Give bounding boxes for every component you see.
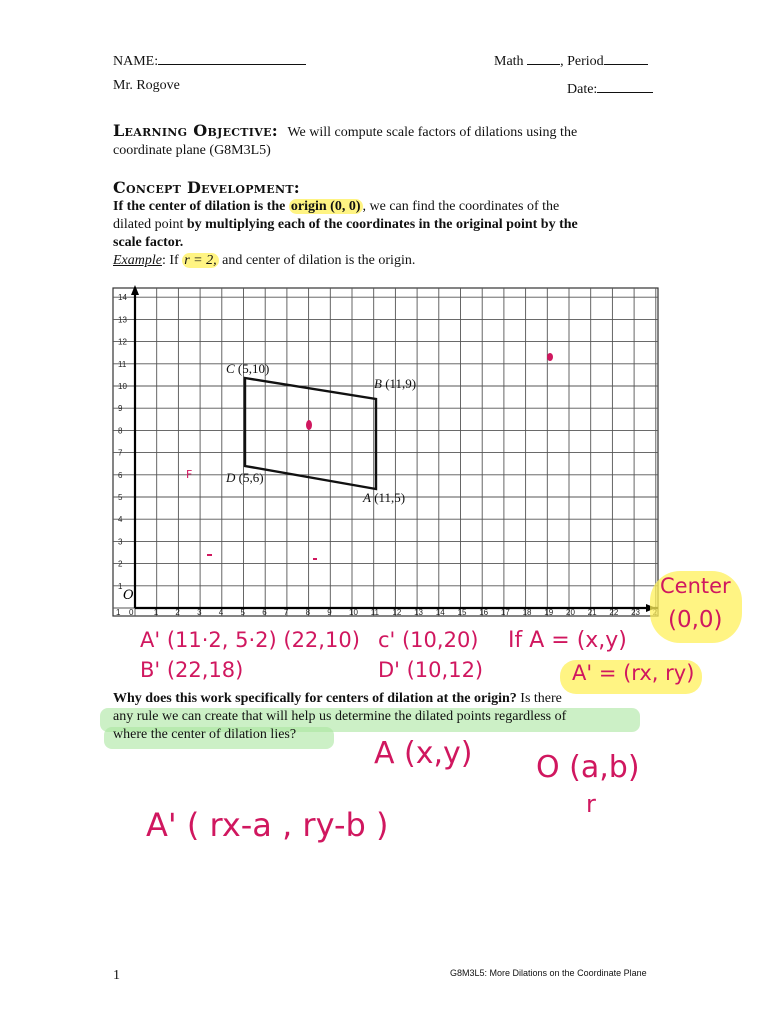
y-tick-label: 9: [118, 404, 123, 414]
y-tick-label: 11: [118, 359, 127, 369]
y-tick-label: 5: [118, 493, 123, 502]
concept-text: [113, 198, 673, 270]
hw-general-o: O (a,b): [536, 750, 640, 785]
pink-dot: [547, 353, 553, 361]
x-tick-label: 14: [435, 608, 445, 617]
question-line1-rest: Is there: [520, 691, 562, 706]
grid-lines: [113, 288, 658, 616]
origin-text: origin (0, 0): [290, 199, 361, 214]
math-label: Math: [494, 54, 524, 69]
x-tick-label: 0: [129, 608, 134, 617]
concept-heading: Concept Development:: [113, 178, 301, 197]
x-tick-label: 10: [349, 608, 358, 617]
example-rest: and center of dilation is the origin.: [222, 253, 416, 268]
x-tick-label: 15: [457, 608, 467, 617]
hw-general-r: r: [586, 790, 596, 818]
objective-text-1: We will compute scale factors of dilations using the: [287, 125, 578, 140]
y-tick-label: 8: [118, 426, 123, 436]
hw-general-a: A (x,y): [374, 736, 473, 771]
y-tick-label: 6: [118, 470, 123, 480]
x-tick-label: 23: [631, 608, 641, 617]
hw-a-prime: A' (11·2, 5·2) (22,10): [140, 628, 360, 652]
origin-highlight: [289, 199, 363, 214]
hw-center-coords: (0,0): [668, 607, 723, 633]
y-tick-label: 4: [118, 515, 123, 525]
concept-line3-bold: scale factor.: [113, 235, 184, 250]
concept-line2-plain: dilated point: [113, 217, 184, 232]
concept-line2-bold: by multiplying each of the coordinates in the original point by the: [186, 217, 578, 232]
math-period-field: [494, 50, 648, 70]
pink-dot: [306, 420, 312, 430]
hw-general-a-prime: A' ( rx-a , ry-b ): [146, 806, 389, 844]
x-tick-label: 18: [522, 608, 532, 617]
hw-d-prime: D' (10,12): [378, 658, 484, 682]
y-tick-label: 13: [118, 315, 127, 325]
teacher-name: Mr. Rogove: [113, 78, 180, 93]
hw-rule-2: A' = (rx, ry): [572, 661, 695, 685]
page-number: 1: [113, 968, 120, 983]
point-b-label: B (11,9): [374, 376, 417, 391]
x-tick-label: 2: [175, 608, 180, 617]
y-tick-label: 14: [118, 293, 127, 303]
stray-f-mark: F: [186, 468, 193, 481]
name-blank[interactable]: [158, 50, 306, 65]
date-field: [567, 78, 653, 98]
x-tick-label: 8: [305, 608, 311, 617]
y-tick-label: 10: [118, 382, 127, 391]
learning-objective: [113, 122, 673, 160]
math-blank[interactable]: [527, 50, 560, 65]
x-tick-label: 13: [414, 608, 424, 617]
objective-text-2: coordinate plane (G8M3L5): [113, 143, 271, 158]
x-tick-label: 17: [500, 608, 510, 617]
x-tick-label: 6: [262, 608, 267, 617]
hw-c-prime: c' (10,20): [378, 628, 479, 652]
example-r: r = 2,: [184, 253, 217, 268]
concept-line1-rest: , we can find the coordinates of the: [362, 199, 560, 214]
x-tick-label: 22: [609, 608, 619, 617]
y-tick-label: 3: [118, 537, 123, 547]
x-tick-label: 21: [587, 608, 597, 617]
hw-center-word: Center: [660, 574, 731, 598]
origin-label: O: [123, 588, 134, 603]
x-tick-label: 3: [197, 608, 202, 617]
name-field: [113, 50, 306, 70]
question-bold: Why does this work specifically for centers of dilation at the origin?: [113, 691, 517, 706]
coordinate-grid: [108, 282, 670, 622]
date-label: Date:: [567, 82, 598, 97]
x-tick-label: 4: [218, 608, 224, 617]
x-tick-label: 12: [392, 608, 402, 617]
y-tick-label: 1: [118, 581, 123, 591]
objective-heading: Learning Objective:: [113, 121, 278, 140]
point-a-label: A (11,5): [363, 490, 406, 505]
question-line3: where the center of dilation lies?: [113, 727, 297, 742]
x-tick-label: 16: [479, 608, 489, 617]
x-tick-label: 19: [544, 608, 554, 617]
stray-marks: [186, 353, 553, 560]
date-blank[interactable]: [597, 78, 653, 93]
x-tick-label: 11: [370, 608, 380, 617]
period-label: , Period: [560, 54, 604, 69]
footer-title: G8M3L5: More Dilations on the Coordinate Plane: [450, 968, 647, 978]
example-label: Example: [113, 253, 162, 268]
x-tick-label: 20: [566, 608, 575, 617]
x-tick-label: 9: [327, 608, 332, 617]
hw-b-prime: B' (22,18): [140, 658, 244, 682]
x-tick-label: 7: [283, 608, 289, 617]
point-c-label: C (5,10): [226, 361, 270, 376]
x-tick-label: 1: [153, 608, 159, 617]
period-blank[interactable]: [604, 50, 648, 65]
hw-rule-1: If A = (x,y): [508, 628, 627, 653]
name-label: NAME:: [113, 54, 159, 69]
question-line2: any rule we can create that will help us determine the dilated points regardless of: [113, 709, 567, 724]
point-d-label: D (5,6): [226, 470, 264, 485]
grid-border: [113, 288, 658, 616]
y-tick-label: 2: [118, 559, 123, 569]
example-if: : If: [161, 253, 179, 268]
pink-dash: [313, 558, 317, 560]
y-tick-label: 7: [118, 448, 123, 458]
pink-dash: [207, 554, 212, 556]
y-tick-label: 12: [118, 337, 127, 347]
x-tick-label: 5: [240, 608, 245, 617]
x-tick-label: 1: [116, 608, 121, 617]
y-axis-arrow: [131, 285, 139, 295]
concept-line1-bold: If the center of dilation is the: [113, 199, 286, 214]
quadrilateral-cbad: [245, 378, 376, 489]
